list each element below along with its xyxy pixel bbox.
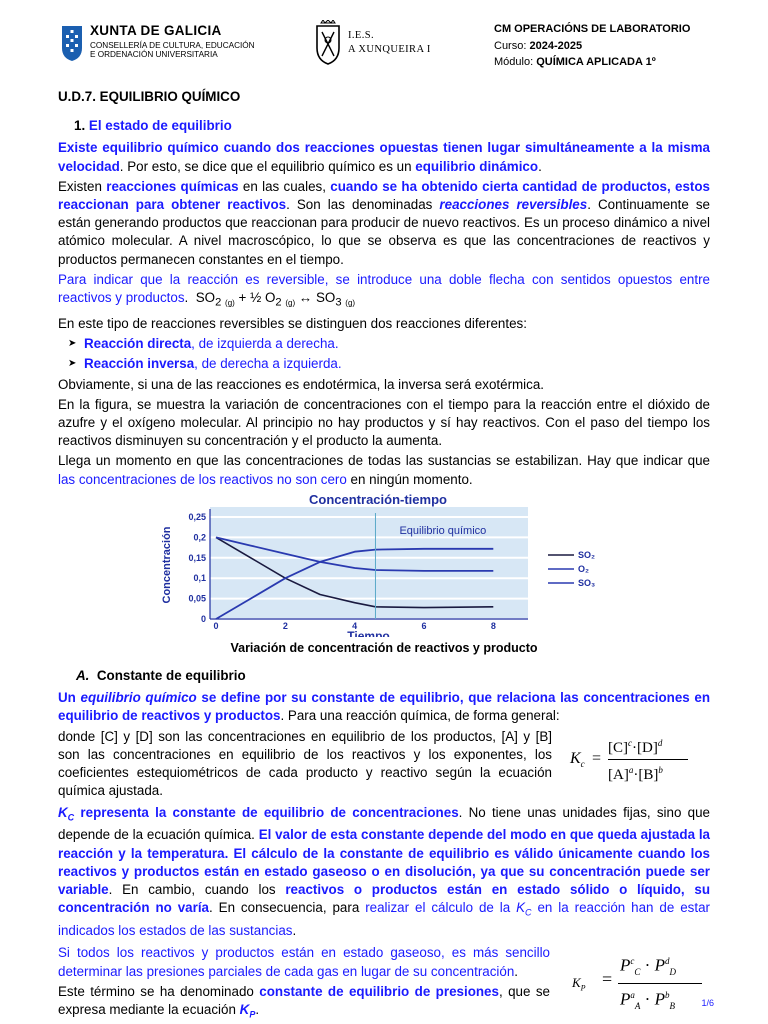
p2-e: . Son las denominadas [286, 197, 440, 213]
y-tick-label: 0,15 [188, 552, 206, 563]
p2-f: reacciones reversibles [439, 197, 588, 213]
y-tick-label: 0,1 [193, 572, 206, 583]
paragraph-6: En la figura, se muestra la variación de concentraciones con el tiempo para la reacción entre el dióxido de azufre y el oxígeno molecular. Al principio no hay productos y sí hay reactivos. Con el paso del tiempo los reactivos disminuyen su concentración y el producto la aumenta. [58, 396, 710, 449]
school-line-2: A XUNQUEIRA I [348, 44, 431, 55]
p10-a: representa la constante de equilibrio de concentraciones [74, 804, 459, 820]
p10-e: reactivos o productos están en estado sólido o líquido, su concentración no varía [58, 882, 711, 916]
x-tick-label: 6 [421, 620, 427, 631]
concentration-chart-svg [58, 493, 710, 637]
list-item [68, 335, 710, 353]
kc-num-d: [D] [637, 739, 658, 756]
org-sub-2: E ORDENACIÓN UNIVERSITARIA [90, 49, 218, 59]
section-a-title: Constante de equilibrio [96, 667, 246, 683]
y-tick-label: 0,05 [188, 593, 206, 604]
school-line-1: I.E.S. [348, 29, 375, 41]
course-value: 2024-2025 [529, 39, 583, 52]
kc-block [58, 728, 710, 802]
li1-rest: , de izquierda a derecha. [191, 336, 339, 352]
p2-b: reacciones químicas [106, 178, 239, 194]
kc-num-c: [C] [608, 739, 628, 756]
section-1-heading [74, 117, 710, 135]
page-header [0, 0, 768, 80]
section-1-number: 1. [74, 118, 86, 134]
section-a-letter: A. [76, 667, 90, 683]
p8-a: Un [58, 690, 81, 706]
legend-label: O₂ [578, 563, 589, 574]
p7-b: las concentraciones de los reactivos no son cero [58, 471, 347, 487]
chart-plot-background [210, 507, 528, 619]
p1-rest: . Por esto, se dice que el equilibrio químico es un [119, 158, 416, 174]
list-item [68, 355, 710, 373]
paragraph-10: $K_C$ representa la constante de equilibrio de concentraciones. No tiene unas unidades fijas, sino que depende de la ecuación química. El valor de esta constante depende del modo en que queda ajustada la reacción y la temperatura. El cálculo de la constante de equilibrio es válido únicamente cuando los reactivos y productos están en estado gaseoso o en disolución, ya que su concentración puede ser variable. En cambio, cuando los reactivos o productos están en estado sólido o líquido, su concentración no varía. En consecuencia, para realizar el cálculo de la $K_C$ en la reacción han de estar indicados los estados de las sustancias. [58, 804, 711, 939]
paragraph-12: Este término se ha denominado constante de equilibrio de presiones, que se expresa mediante la ecuación $K_P$. [58, 983, 550, 1020]
kc-fraction-bar [608, 759, 688, 760]
li2-rest: , de derecha a izquierda. [194, 356, 342, 372]
kc-sub: c [580, 758, 585, 769]
chart-x-label: Tiempo [347, 628, 390, 637]
paragraph-11: Si todos los reactivos y productos están en estado gaseoso, es más sencillo determinar las presiones parciales de cada gas en lugar de su concentración. [58, 945, 550, 979]
course-title: CM OPERACIÓNS DE LABORATORIO [494, 23, 691, 35]
kp-fraction-bar [618, 983, 702, 984]
kp-block [58, 944, 710, 1024]
section-a-heading [76, 667, 710, 685]
paragraph-2 [58, 178, 710, 269]
paragraph-9: donde [C] y [D] son las concentraciones en equilibrio de los productos, [A] y [B] son las concentraciones en equilibrio de los reactivos y los exponentes, los coeficientes estequiométricos de cada producto y reactivo según la ecuación química ajustada. [58, 728, 552, 799]
kc-den-b: [B] [638, 766, 659, 783]
org-sub-1: CONSELLERÍA DE CULTURA, EDUCACIÓN [90, 40, 255, 50]
p1-term: equilibrio dinámico [415, 158, 539, 174]
kc-label: K [570, 749, 581, 767]
paragraph-7 [58, 452, 710, 488]
p12-b: constante de equilibrio de presiones [259, 983, 499, 999]
kc-equation: $K_c$ = $[C]^c\cdot[D]^d$ $[A]^a\cdot[B]^b$ [570, 734, 690, 790]
p8-b: equilibrio químico [80, 690, 197, 706]
p11-blue: Si todos los reactivos y productos están en estado gaseoso, es más sencillo determinar las presiones parciales de cada gas en lugar de su concentración [58, 945, 550, 979]
x-tick-label: 0 [213, 620, 219, 631]
y-tick-label: 0 [200, 613, 206, 624]
p10-b: . No tiene unas unidades fijas, sino que depende de la ecuación química. [58, 804, 710, 843]
paragraph-5: Obviamente, si una de las reacciones es endotérmica, la inversa será exotérmica. [58, 376, 545, 392]
chart-title: Concentración-tiempo [309, 492, 447, 507]
p1-end: . [538, 158, 542, 174]
paragraph-1 [58, 139, 710, 175]
reaction-equation: $SO_2$ $_{(g)}$ + ½ $O_2$ $_{(g)}$ ↔ $SO_3$ $_{(g)}$ [195, 290, 356, 309]
module-value: QUÍMICA APLICADA 1º [536, 56, 656, 68]
paragraph-8 [58, 689, 710, 725]
x-tick-label: 8 [490, 620, 496, 631]
p3-dot: . [184, 290, 189, 306]
chart-annotation: Equilibrio químico [399, 524, 487, 537]
x-tick-label: 4 [352, 620, 358, 631]
course-info [494, 21, 690, 71]
legend-label: SO₃ [578, 577, 596, 588]
reaction-types-list [68, 335, 710, 373]
p2-g: . Continuamente se están generando productos que reaccionan para producir de nuevo reactivos. Es un proceso dinámico a nivel atómico molecular. A nivel macroscópico, lo que se observa es que las concentraciones de reactivos y productos permanecen constantes en el tiempo. [58, 197, 710, 267]
concentration-chart [58, 493, 710, 637]
kc-den-a: [A] [608, 766, 629, 783]
p2-d: cuando se ha obtenido cierta cantidad de productos, estos reaccionan para obtener reactivos [58, 178, 710, 213]
arrow-bullet-icon: ➤ [68, 338, 77, 350]
unit-title: U.D.7. EQUILIBRIO QUÍMICO [58, 89, 241, 104]
section-1-title: El estado de equilibrio [88, 118, 232, 134]
p10-h: en la reacción han de estar indicados los estados de las sustancias [58, 900, 710, 939]
course-label: Curso: [494, 39, 530, 52]
school-shield-icon [314, 20, 342, 66]
p10-c: El valor de esta constante depende del modo en que queda ajustada la reacción y la temperatura. El cálculo de la constante de equilibrio es válido únicamente cuando los reactivos y productos están en estado gaseoso o en disolución, ya que su concentración puede ser variable [58, 827, 710, 898]
li1-bold: Reacción directa [84, 336, 192, 352]
paragraph-3 [58, 271, 710, 313]
xunta-logo-icon [60, 24, 84, 62]
legend-label: SO₂ [578, 549, 596, 560]
y-tick-label: 0,2 [193, 532, 206, 543]
document-body [58, 88, 710, 1024]
arrow-bullet-icon: ➤ [68, 358, 77, 370]
y-tick-label: 0,25 [188, 511, 206, 522]
p7-a: Llega un momento en que las concentraciones de todas las sustancias se estabilizan. Hay que indicar que [58, 453, 710, 469]
x-tick-label: 2 [282, 620, 288, 631]
p10-f: . En consecuencia, para [209, 900, 366, 916]
p8-c: se define por su constante de equilibrio, que relaciona las concentraciones en equilibrio de reactivos y productos [58, 690, 711, 724]
kp-label: K [572, 975, 581, 991]
paragraph-4: En este tipo de reacciones reversibles se distinguen dos reacciones diferentes: [58, 315, 527, 331]
li2-bold: Reacción inversa [84, 356, 195, 372]
p8-d: . Para una reacción química, de forma general: [280, 708, 560, 724]
module-label: Módulo: [494, 56, 537, 68]
p2-a: Existen [58, 178, 107, 194]
page-number: 1/6 [701, 998, 714, 1008]
chart-y-label: Concentración [161, 526, 173, 604]
kp-equation: $K_P$ = $P^c_C \cdot P^d_D$ $P^a_A \cdot P^b_B$ [572, 952, 706, 1016]
p10-g: realizar el cálculo de la [365, 900, 517, 916]
p2-c: en las cuales, [238, 178, 331, 194]
p7-c: en ningún momento. [346, 471, 473, 487]
p1-bold: Existe equilibrio químico cuando dos reacciones opuestas tienen lugar simultáneamente a la misma velocidad [58, 140, 710, 174]
org-name: XUNTA DE GALICIA [90, 23, 222, 38]
p3-blue: Para indicar que la reacción es reversible, se introduce una doble flecha con sentidos opuestos entre reactivos y productos [58, 271, 710, 306]
figure-caption: Variación de concentración de reactivos y producto [230, 640, 538, 655]
p10-d: . En cambio, cuando los [108, 882, 286, 898]
school-brand [314, 20, 431, 66]
p12-a: Este término se ha denominado [58, 983, 260, 999]
xunta-brand [60, 24, 255, 62]
p12-c: , que se expresa mediante la ecuación [58, 983, 550, 1017]
